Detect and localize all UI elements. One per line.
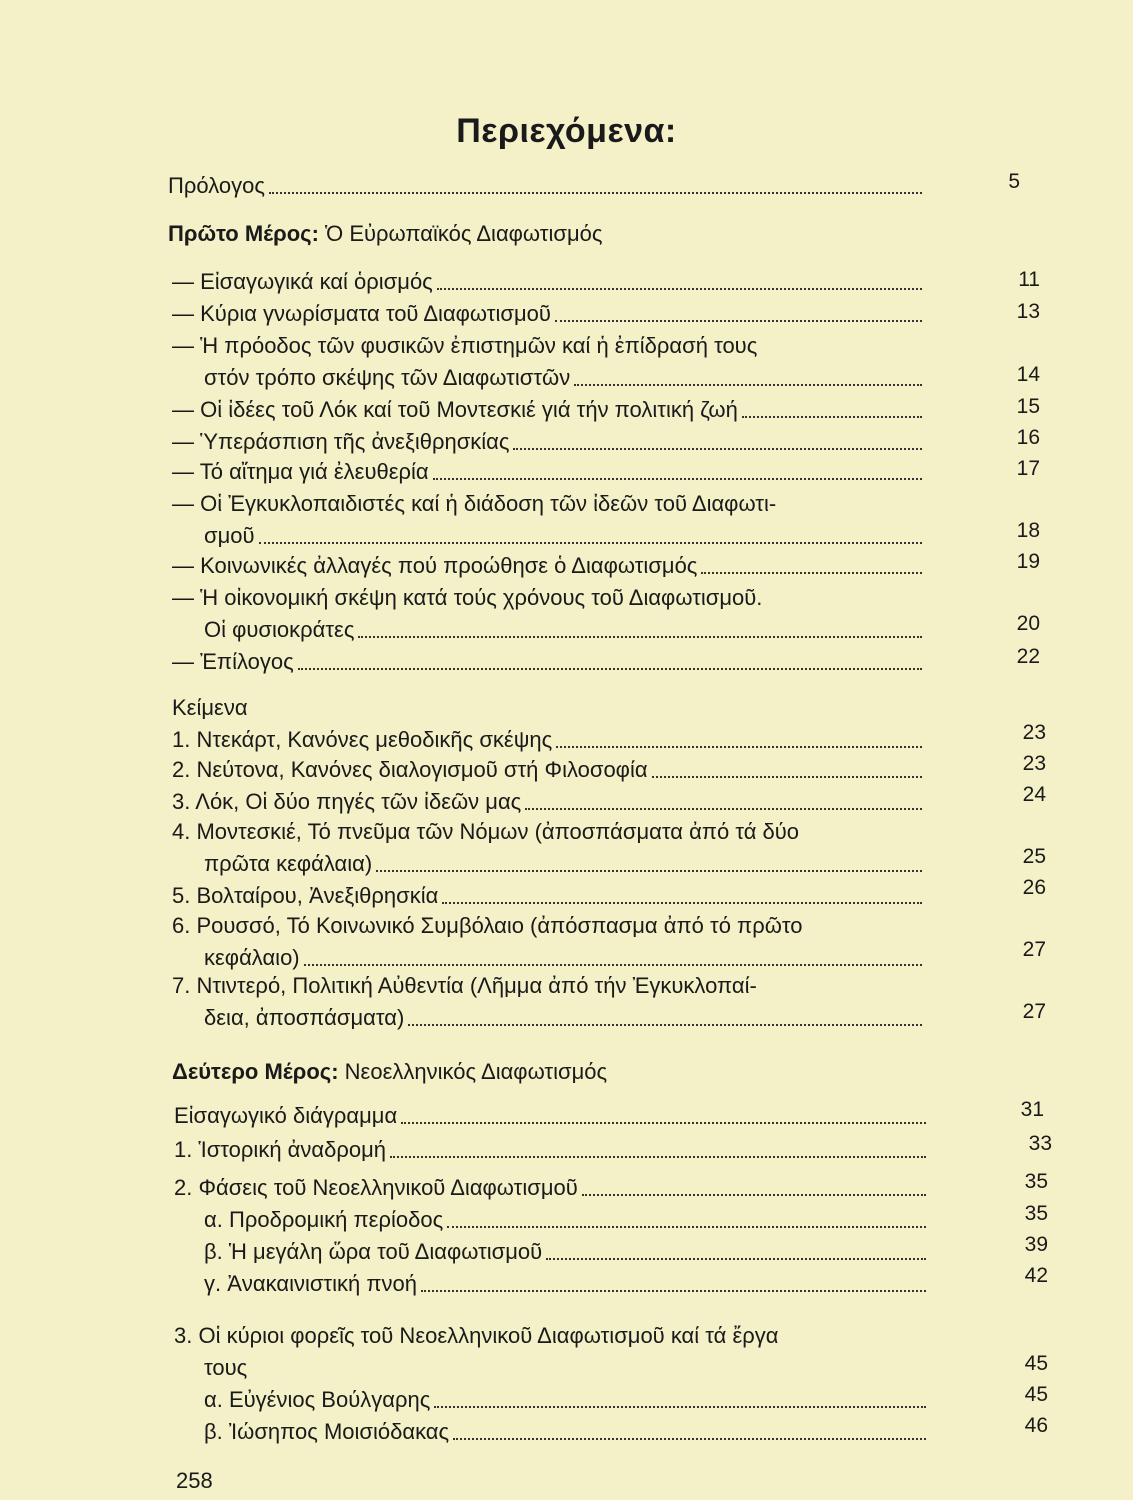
toc-entry-label: α. Προδρομική περίοδος: [204, 1207, 444, 1232]
toc-page-number: 26: [1022, 876, 1046, 899]
toc-entry: [172, 300, 928, 328]
toc-entry-label: σμοῦ: [204, 523, 255, 548]
part1-heading-bold: Πρῶτο Μέρος:: [168, 221, 319, 246]
leader-dots: [582, 1188, 926, 1196]
toc-entry-continuation: [204, 1004, 928, 1032]
toc-entry-label: — Ἐπίλογος: [172, 649, 294, 674]
toc-entry: [172, 396, 928, 424]
toc-page-number: 16: [1016, 426, 1040, 449]
toc-entry-line: — Ἡ οἰκονομική σκέψη κατά τούς χρόνους τοῦ Διαφωτισμοῦ.: [172, 585, 763, 610]
toc-entry-continuation: [204, 522, 928, 550]
toc-entry-line: 3. Οἱ κύριοι φορεῖς τοῦ Νεοελληνικοῦ Διαφωτισμοῦ καί τά ἔργα: [174, 1323, 779, 1348]
toc-entry: [172, 648, 928, 676]
toc-entry-label: — Κοινωνικές ἀλλαγές πού προώθησε ὁ Διαφωτισμός: [172, 553, 698, 578]
toc-page-number: 18: [1016, 519, 1040, 542]
part2-heading-bold: Δεύτερο Μέρος:: [172, 1059, 339, 1084]
toc-entry-continuation: [204, 944, 928, 972]
leader-dots: [701, 566, 922, 574]
leader-dots: [251, 1368, 926, 1376]
toc-entry-label: Εἰσαγωγικό διάγραμμα: [174, 1103, 398, 1128]
toc-page-number: 11: [1018, 268, 1040, 291]
toc-page-number: 35: [1024, 1202, 1048, 1225]
toc-page-number: 42: [1024, 1264, 1048, 1287]
toc-entry-label: γ. Ἀνακαινιστική πνοή: [204, 1271, 417, 1296]
folio-page-number: 258: [176, 1468, 213, 1493]
toc-entry-line: 7. Ντιντερό, Πολιτική Αὐθεντία (Λῆμμα ἀπό τήν Ἐγκυκλοπαί-: [172, 973, 757, 998]
toc-entry-label: — Τό αἴτημα γιά ἐλευθερία: [172, 459, 429, 484]
toc-entry-line: — Ἡ πρόοδος τῶν φυσικῶν ἐπιστημῶν καί ἡ ἐπίδρασή τους: [172, 333, 758, 358]
leader-dots: [525, 802, 922, 810]
toc-entry-label: 5. Βολταίρου, Ἀνεξιθρησκία: [172, 883, 439, 908]
toc-entry: [172, 726, 928, 754]
leader-dots: [447, 1220, 926, 1228]
toc-page-number: 39: [1024, 1233, 1048, 1256]
toc-entry-label: 3. Λόκ, Οἱ δύο πηγές τῶν ἰδεῶν μας: [172, 789, 522, 814]
part2-heading-rest: Νεοελληνικός Διαφωτισμός: [344, 1059, 608, 1084]
toc-entry-label: — Εἰσαγωγικά καί ὁρισμός: [172, 269, 433, 294]
toc-page-number: 35: [1024, 1170, 1048, 1193]
toc-entry: [174, 1174, 932, 1202]
leader-dots: [401, 1116, 926, 1124]
toc-entry: [174, 1102, 932, 1130]
toc-page-number: 5: [1008, 170, 1020, 193]
toc-entry: [172, 268, 928, 296]
toc-entry-label: Πρόλογος: [168, 173, 265, 198]
toc-entry-label: Οἱ φυσιοκράτες: [204, 617, 355, 642]
toc-entry-sub: [204, 1238, 932, 1266]
toc-page-number: 25: [1022, 845, 1046, 868]
toc-entry-label: β. Ἰώσηπος Μοισιόδακας: [204, 1419, 450, 1444]
toc-entry-label: πρῶτα κεφάλαια): [204, 851, 373, 876]
toc-entry-label: 1. Ντεκάρτ, Κανόνες μεθοδικῆς σκέψης: [172, 727, 553, 752]
leader-dots: [437, 282, 922, 290]
leader-dots: [742, 410, 922, 418]
leader-dots: [421, 1284, 926, 1292]
toc-entry-label: — Κύρια γνωρίσματα τοῦ Διαφωτισμοῦ: [172, 301, 551, 326]
toc-entry-sub: [204, 1418, 932, 1446]
leader-dots: [574, 378, 922, 386]
toc-entry-label: δεια, ἀποσπάσματα): [204, 1005, 405, 1030]
toc-entry-prologue: [168, 172, 928, 200]
toc-entry: [174, 1136, 932, 1164]
toc-entry: [172, 788, 928, 816]
toc-entry-line: — Οἱ Ἐγκυκλοπαιδιστές καί ἡ διάδοση τῶν ἰδεῶν τοῦ Διαφωτι-: [172, 491, 777, 516]
toc-entry: [172, 458, 928, 486]
toc-entry-sub: [204, 1386, 932, 1414]
toc-entry-continuation: [204, 1354, 932, 1382]
toc-page-number: 13: [1016, 300, 1040, 323]
toc-entry-sub: [204, 1270, 932, 1298]
toc-entry-continuation: [204, 364, 928, 392]
leader-dots: [433, 472, 922, 480]
toc-page-number: 20: [1016, 612, 1040, 635]
toc-entry-label: — Οἱ ἰδέες τοῦ Λόκ καί τοῦ Μοντεσκιέ γιά τήν πολιτική ζωή: [172, 397, 738, 422]
leader-dots: [304, 958, 922, 966]
toc-page-number: 45: [1024, 1352, 1048, 1375]
leader-dots: [652, 770, 922, 778]
leader-dots: [434, 1400, 926, 1408]
toc-entry-line: 6. Ρουσσό, Τό Κοινωνικό Συμβόλαιο (ἀπόσπασμα ἀπό τό πρῶτο: [172, 913, 803, 938]
part1-heading: [168, 220, 602, 248]
toc-entry-label: κεφάλαιο): [204, 945, 300, 970]
toc-entry-label: 2. Νεύτονα, Κανόνες διαλογισμοῦ στή Φιλοσοφία: [172, 757, 648, 782]
leader-dots: [556, 740, 922, 748]
leader-dots: [269, 186, 922, 194]
toc-entry: [172, 756, 928, 784]
toc-page-number: 27: [1022, 938, 1046, 961]
toc-page-number: 45: [1024, 1383, 1048, 1406]
toc-entry-label: β. Ἡ μεγάλη ὥρα τοῦ Διαφωτισμοῦ: [204, 1239, 543, 1264]
toc-entry-label: στόν τρόπο σκέψης τῶν Διαφωτιστῶν: [204, 365, 571, 390]
leader-dots: [453, 1432, 926, 1440]
toc-page-number: 24: [1022, 783, 1046, 806]
leader-dots: [442, 896, 922, 904]
part1-heading-rest: Ὁ Εὐρωπαϊκός Διαφωτισμός: [325, 221, 603, 246]
leader-dots: [259, 536, 922, 544]
toc-entry: [172, 428, 928, 456]
toc-page-number: 22: [1016, 645, 1040, 668]
leader-dots: [408, 1018, 922, 1026]
toc-page-number: 46: [1024, 1414, 1048, 1437]
toc-page-number: 27: [1022, 1000, 1046, 1023]
leader-dots: [376, 864, 922, 872]
toc-entry: [172, 552, 928, 580]
toc-entry-label: — Ὑπεράσπιση τῆς ἀνεξιθρησκίας: [172, 429, 510, 454]
toc-page-number: 17: [1016, 457, 1040, 480]
toc-entry-label: 1. Ἱστορική ἀναδρομή: [174, 1137, 387, 1162]
toc-entry-sub: [204, 1206, 932, 1234]
toc-page-number: 19: [1016, 550, 1040, 573]
toc-page-number: 31: [1020, 1098, 1044, 1121]
leader-dots: [546, 1252, 926, 1260]
toc-entry-label: 2. Φάσεις τοῦ Νεοελληνικοῦ Διαφωτισμοῦ: [174, 1175, 578, 1200]
toc-entry: [172, 882, 928, 910]
leader-dots: [390, 1150, 926, 1158]
toc-page-number: 33: [1028, 1132, 1052, 1155]
toc-page-number: 15: [1016, 395, 1040, 418]
leader-dots: [555, 314, 922, 322]
toc-entry-label: α. Εὐγένιος Βούλγαρης: [204, 1387, 431, 1412]
part2-heading: [172, 1058, 607, 1086]
leader-dots: [358, 630, 922, 638]
leader-dots: [298, 662, 922, 670]
toc-page-number: 14: [1016, 363, 1040, 386]
toc-entry-continuation: [204, 850, 928, 878]
toc-entry-line: 4. Μοντεσκιέ, Τό πνεῦμα τῶν Νόμων (ἀποσπάσματα ἀπό τά δύο: [172, 819, 800, 844]
texts-heading: Κείμενα: [172, 695, 248, 720]
leader-dots: [513, 442, 922, 450]
toc-entry-continuation: [204, 616, 928, 644]
toc-page-number: 23: [1022, 721, 1046, 744]
page-title: Περιεχόμενα:: [456, 112, 677, 150]
toc-page-number: 23: [1022, 752, 1046, 775]
toc-entry-label: τους: [204, 1355, 248, 1380]
